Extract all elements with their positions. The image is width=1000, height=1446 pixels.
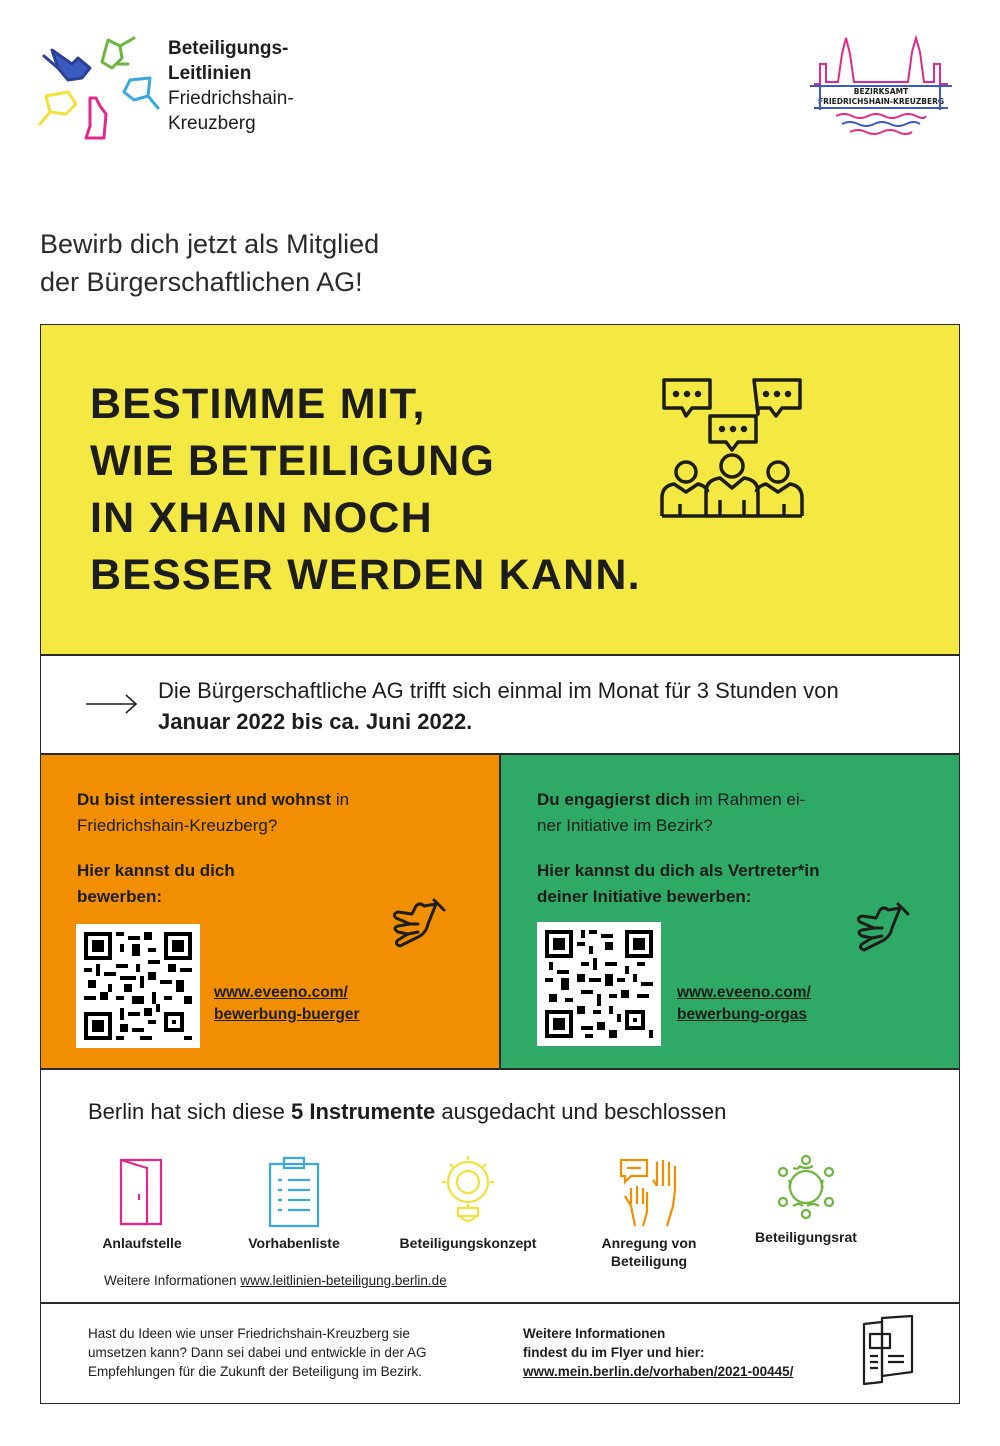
footer-left-line-2: umsetzen kann? Dann sei dabei und entwickle in der AG xyxy=(88,1345,427,1360)
citizens-question-line-2: Friedrichshain-Kreuzberg? xyxy=(77,816,278,835)
citizens-apply-line-2: bewerben: xyxy=(77,887,163,906)
instrument-label: Anlaufstelle xyxy=(102,1235,182,1251)
instrument-label: Vorhabenliste xyxy=(248,1235,340,1251)
instruments-title-post: ausgedacht und beschlossen xyxy=(435,1099,727,1124)
citizens-question-rest: in xyxy=(331,790,350,809)
instrument-label-line-1: Anregung von xyxy=(601,1235,697,1251)
church-towers-icon xyxy=(814,38,948,84)
headline-line-2: WIE BETEILIGUNG xyxy=(90,437,495,485)
initiative-apply-line-2: deiner Initiative bewerben: xyxy=(537,887,752,906)
footer-right-line-1: Weitere Informationen xyxy=(523,1326,666,1341)
logo-line-1: Beteiligungs- xyxy=(168,38,289,59)
logo-line-2: Leitlinien xyxy=(168,63,252,84)
meeting-dates: Januar 2022 bis ca. Juni 2022. xyxy=(158,709,473,734)
logo-line-4: Kreuzberg xyxy=(168,113,256,134)
bezirksamt-label-2: FRIEDRICHSHAIN-KREUZBERG xyxy=(817,97,945,106)
instrument-label-line-2: Beteiligung xyxy=(610,1253,688,1269)
instruments-title-pre: Berlin hat sich diese xyxy=(88,1099,291,1124)
initiative-question-bold: Du engagierst dich xyxy=(537,790,691,809)
initiative-apply-line-1: Hier kannst du dich als Vertreter*in xyxy=(537,861,820,880)
instrument-label: Beteiligungskonzept xyxy=(399,1235,537,1251)
beteiligungs-leitlinien-wordmark xyxy=(168,36,294,136)
footer-left-line-3: Empfehlungen für die Zukunft der Beteiligung im Bezirk. xyxy=(88,1364,422,1379)
link-orgas-line-2[interactable]: bewerbung-orgas xyxy=(677,1006,808,1023)
headline-line-1: BESTIMME MIT, xyxy=(90,380,426,428)
logo-line-3: Friedrichshain- xyxy=(168,88,294,109)
intro-heading xyxy=(40,225,379,301)
instrument-label: Beteiligungsrat xyxy=(755,1229,857,1245)
link-mein-berlin[interactable]: www.mein.berlin.de/vorhaben/2021-00445/ xyxy=(523,1364,794,1379)
instruments-title-bold: 5 Instrumente xyxy=(291,1099,436,1124)
poster-frame xyxy=(40,324,960,1404)
headline-line-3: IN XHAIN NOCH xyxy=(90,494,433,542)
initiative-question-line-2: ner Initiative im Bezirk? xyxy=(537,816,713,835)
link-orgas-line-1[interactable]: www.eveeno.com/ xyxy=(677,984,811,1001)
link-leitlinien-beteiligung[interactable]: www.leitlinien-beteiligung.berlin.de xyxy=(240,1273,447,1288)
meeting-text: Die Bürgerschaftliche AG trifft sich einmal im Monat für 3 Stunden von xyxy=(158,678,839,703)
footer-left-line-1: Hast du Ideen wie unser Friedrichshain-Kreuzberg sie xyxy=(88,1326,410,1341)
citizens-apply-line-1: Hier kannst du dich xyxy=(77,861,235,880)
bezirksamt-label-1: BEZIRKSAMT xyxy=(853,87,909,96)
headline-line-4: BESSER WERDEN KANN. xyxy=(90,551,641,599)
more-info-label: Weitere Informationen xyxy=(104,1273,241,1288)
intro-line-2: der Bürgerschaftlichen AG! xyxy=(40,267,363,297)
citizens-question-bold: Du bist interessiert und wohnst xyxy=(77,790,332,809)
link-buerger-line-1[interactable]: www.eveeno.com/ xyxy=(214,984,348,1001)
link-buerger-line-2[interactable]: bewerbung-buerger xyxy=(214,1006,360,1023)
initiative-question-rest: im Rahmen ei- xyxy=(690,790,806,809)
bezirksamt-logo xyxy=(806,34,956,146)
beteiligungs-leitlinien-hands-logo-icon xyxy=(38,34,160,146)
footer-right-line-2: findest du im Flyer und hier: xyxy=(523,1345,705,1360)
waves-icon xyxy=(836,114,926,118)
intro-line-1: Bewirb dich jetzt als Mitglied xyxy=(40,229,380,259)
